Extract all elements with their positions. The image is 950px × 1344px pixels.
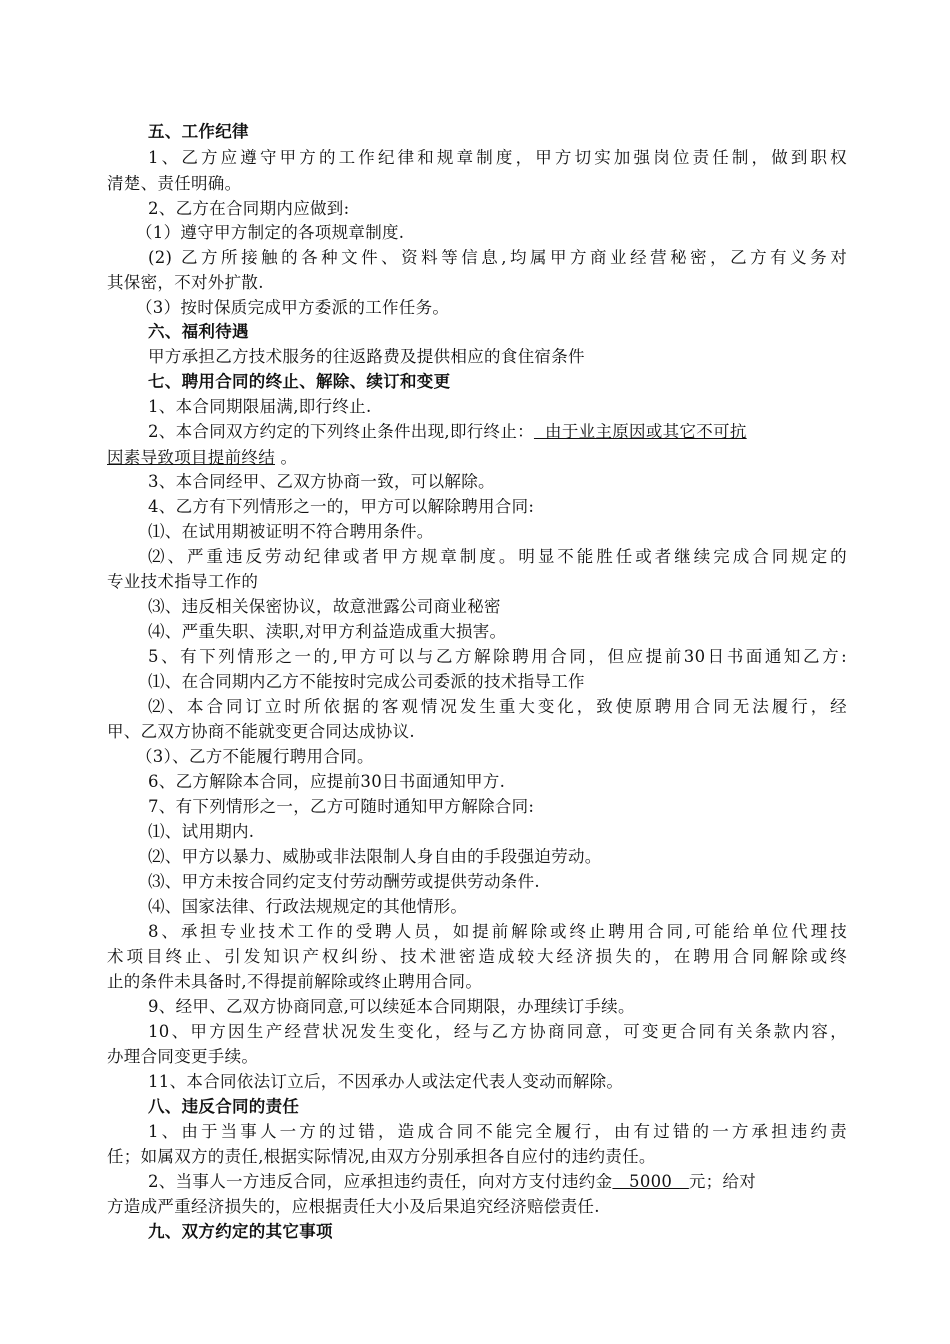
section-8-heading: 八、违反合同的责任 xyxy=(148,1097,300,1116)
paragraph: 2、乙方在合同期内应做到: xyxy=(148,199,350,218)
paragraph: ⑶、违反相关保密协议，故意泄露公司商业秘密 xyxy=(148,597,501,616)
paragraph: ⑵、严重违反劳动纪律或者甲方规章制度。明显不能胜任或者继续完成合同规定的 xyxy=(148,547,847,566)
paragraph: ⑴、试用期内. xyxy=(148,822,255,841)
paragraph: 其保密，不对外扩散. xyxy=(107,273,264,292)
paragraph: 甲、乙双方协商不能就变更合同达成协议. xyxy=(107,722,415,741)
paragraph: 专业技术指导工作的 xyxy=(107,572,259,591)
termination-condition-field: 因素导致项目提前终结 xyxy=(107,448,275,467)
paragraph: ⑷、国家法律、行政法规规定的其他情形。 xyxy=(148,897,468,916)
paragraph: （3）按时保质完成甲方委派的工作任务。 xyxy=(136,298,450,317)
paragraph: 术项目终止、引发知识产权纠纷、技术泄密造成较大经济损失的，在聘用合同解除或终 xyxy=(107,947,847,966)
paragraph: ⑴、在合同期内乙方不能按时完成公司委派的技术指导工作 xyxy=(148,672,585,691)
paragraph: 4、乙方有下列情形之一的，甲方可以解除聘用合同: xyxy=(148,497,535,516)
paragraph: 任；如属双方的责任,根据实际情况,由双方分别承担各自应付的违约责任。 xyxy=(107,1147,656,1166)
paragraph: 8、承担专业技术工作的受聘人员，如提前解除或终止聘用合同,可能给单位代理技 xyxy=(148,922,847,941)
paragraph xyxy=(107,446,847,470)
paragraph: 5、有下列情形之一的,甲方可以与乙方解除聘用合同，但应提前30日书面通知乙方: xyxy=(148,647,847,666)
paragraph: 7、有下列情形之一，乙方可随时通知甲方解除合同: xyxy=(148,797,535,816)
paragraph: （3）、乙方不能履行聘用合同。 xyxy=(136,747,374,766)
paragraph-text: 元；给对 xyxy=(688,1172,757,1191)
section-6-heading: 六、福利待遇 xyxy=(148,322,249,341)
paragraph: 9、经甲、乙双方协商同意,可以续延本合同期限，办理续订手续。 xyxy=(148,997,635,1016)
paragraph: 1、乙方应遵守甲方的工作纪律和规章制度，甲方切实加强岗位责任制，做到职权 xyxy=(148,148,847,167)
paragraph: ⑷、严重失职、渎职,对甲方利益造成重大损害。 xyxy=(148,622,507,641)
paragraph: 1、由于当事人一方的过错，造成合同不能完全履行，由有过错的一方承担违约责 xyxy=(148,1122,847,1141)
section-5-heading: 五、工作纪律 xyxy=(148,122,249,141)
termination-condition-field: 由于业主原因或其它不可抗 xyxy=(533,422,747,441)
paragraph-text: 2、本合同双方约定的下列终止条件出现,即行终止： xyxy=(148,422,534,441)
paragraph: 方造成严重经济损失的，应根据责任大小及后果追究经济赔偿责任. xyxy=(107,1197,600,1216)
paragraph: 10、甲方因生产经营状况发生变化，经与乙方协商同意，可变更合同有关条款内容， xyxy=(148,1022,847,1041)
paragraph: (2) 乙方所接触的各种文件、资料等信息,均属甲方商业经营秘密，乙方有义务对 xyxy=(148,248,847,267)
paragraph-text: 。 xyxy=(275,448,298,467)
paragraph-text: 2、当事人一方违反合同，应承担违约责任，向对方支付违约金 xyxy=(148,1172,613,1191)
paragraph: 甲方承担乙方技术服务的往返路费及提供相应的食住宿条件 xyxy=(148,347,585,366)
paragraph: 3、本合同经甲、乙双方协商一致，可以解除。 xyxy=(148,472,495,491)
paragraph: （1）遵守甲方制定的各项规章制度. xyxy=(136,223,405,242)
paragraph: ⑴、在试用期被证明不符合聘用条件。 xyxy=(148,522,434,541)
penalty-amount-field: 5000 xyxy=(612,1172,689,1191)
paragraph: 11、本合同依法订立后，不因承办人或法定代表人变动而解除。 xyxy=(148,1072,624,1091)
paragraph: 办理合同变更手续。 xyxy=(107,1047,259,1066)
paragraph: ⑵、甲方以暴力、威胁或非法限制人身自由的手段强迫劳动。 xyxy=(148,847,602,866)
section-7-heading: 七、聘用合同的终止、解除、续订和变更 xyxy=(148,372,451,391)
paragraph xyxy=(148,1170,847,1194)
paragraph: ⑵、本合同订立时所依据的客观情况发生重大变化，致使原聘用合同无法履行，经 xyxy=(148,697,847,716)
paragraph: 清楚、责任明确。 xyxy=(107,174,242,193)
paragraph xyxy=(148,420,847,444)
section-9-heading: 九、双方约定的其它事项 xyxy=(148,1222,333,1241)
paragraph: 1、本合同期限届满,即行终止. xyxy=(148,397,372,416)
paragraph: ⑶、甲方未按合同约定支付劳动酬劳或提供劳动条件. xyxy=(148,872,540,891)
paragraph: 6、乙方解除本合同，应提前30日书面通知甲方. xyxy=(148,772,506,791)
paragraph: 止的条件未具备时,不得提前解除或终止聘用合同。 xyxy=(107,972,483,991)
